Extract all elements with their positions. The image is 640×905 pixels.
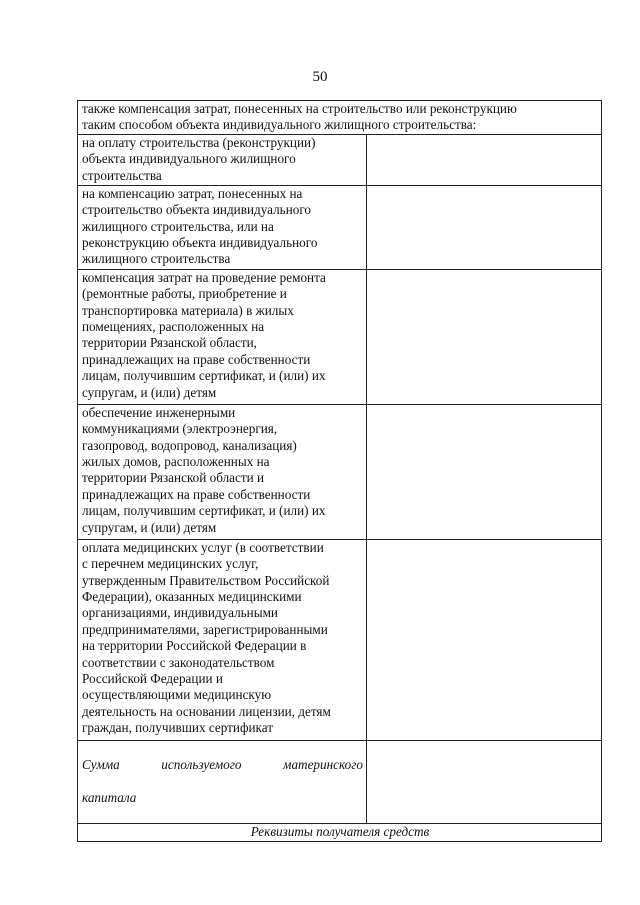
table-row bbox=[78, 404, 602, 539]
sum-label-line2: капитала bbox=[82, 790, 137, 806]
footer-row bbox=[78, 823, 602, 841]
sum-label bbox=[78, 740, 367, 823]
row-value-field[interactable] bbox=[367, 134, 602, 185]
sum-label-word: используемого bbox=[161, 757, 242, 773]
intro-text: также компенсация затрат, понесенных на строительство или реконструкцию таким способом объекта индивидуального жилищного строительства: bbox=[78, 101, 602, 135]
sum-label-word: Сумма bbox=[82, 757, 120, 773]
table-row bbox=[78, 185, 602, 269]
row-value-field[interactable] bbox=[367, 269, 602, 404]
page-number: 50 bbox=[312, 69, 328, 85]
row-label: компенсация затрат на проведение ремонта (ремонтные работы, приобретение и транспортировка материала) в жилых помещениях, расположенных на территории Рязанской области, принадлежащих на праве собственности лицам, получившим сертификат, и (или) их супругам, и (или) детям bbox=[78, 269, 367, 404]
row-value-field[interactable] bbox=[367, 185, 602, 269]
row-value-field[interactable] bbox=[367, 404, 602, 539]
sum-value-field[interactable] bbox=[367, 740, 602, 823]
row-label: на компенсацию затрат, понесенных на строительство объекта индивидуального жилищного строительства, или на реконструкцию объекта индивидуального жилищного строительства bbox=[78, 185, 367, 269]
sum-row bbox=[78, 740, 602, 823]
intro-row bbox=[78, 101, 602, 135]
row-label: обеспечение инженерными коммуникациями (электроэнергия, газопровод, водопровод, канализация) жилых домов, расположенных на территории Рязанской области и принадлежащих на праве собственности лицам, получившим сертификат, и (или) их супругам, и (или) детям bbox=[78, 404, 367, 539]
table-row bbox=[78, 539, 602, 740]
row-label: на оплату строительства (реконструкции) объекта индивидуального жилищного строительства bbox=[78, 134, 367, 185]
table-row bbox=[78, 134, 602, 185]
form-table bbox=[77, 100, 602, 842]
row-value-field[interactable] bbox=[367, 539, 602, 740]
row-label: оплата медицинских услуг (в соответствии с перечнем медицинских услуг, утвержденным Правительством Российской Федерации), оказанных медицинскими организациями, индивидуальными предпринимателями, зарегистрированными на территории Российской Федерации в соответствии с законодательством Российской Федерации и осуществляющими медицинскую деятельность на основании лицензии, детям граждан, получивших сертификат bbox=[78, 539, 367, 740]
recipient-details-heading: Реквизиты получателя средств bbox=[78, 823, 602, 841]
table-row bbox=[78, 269, 602, 404]
sum-label-word: материнского bbox=[283, 757, 363, 773]
